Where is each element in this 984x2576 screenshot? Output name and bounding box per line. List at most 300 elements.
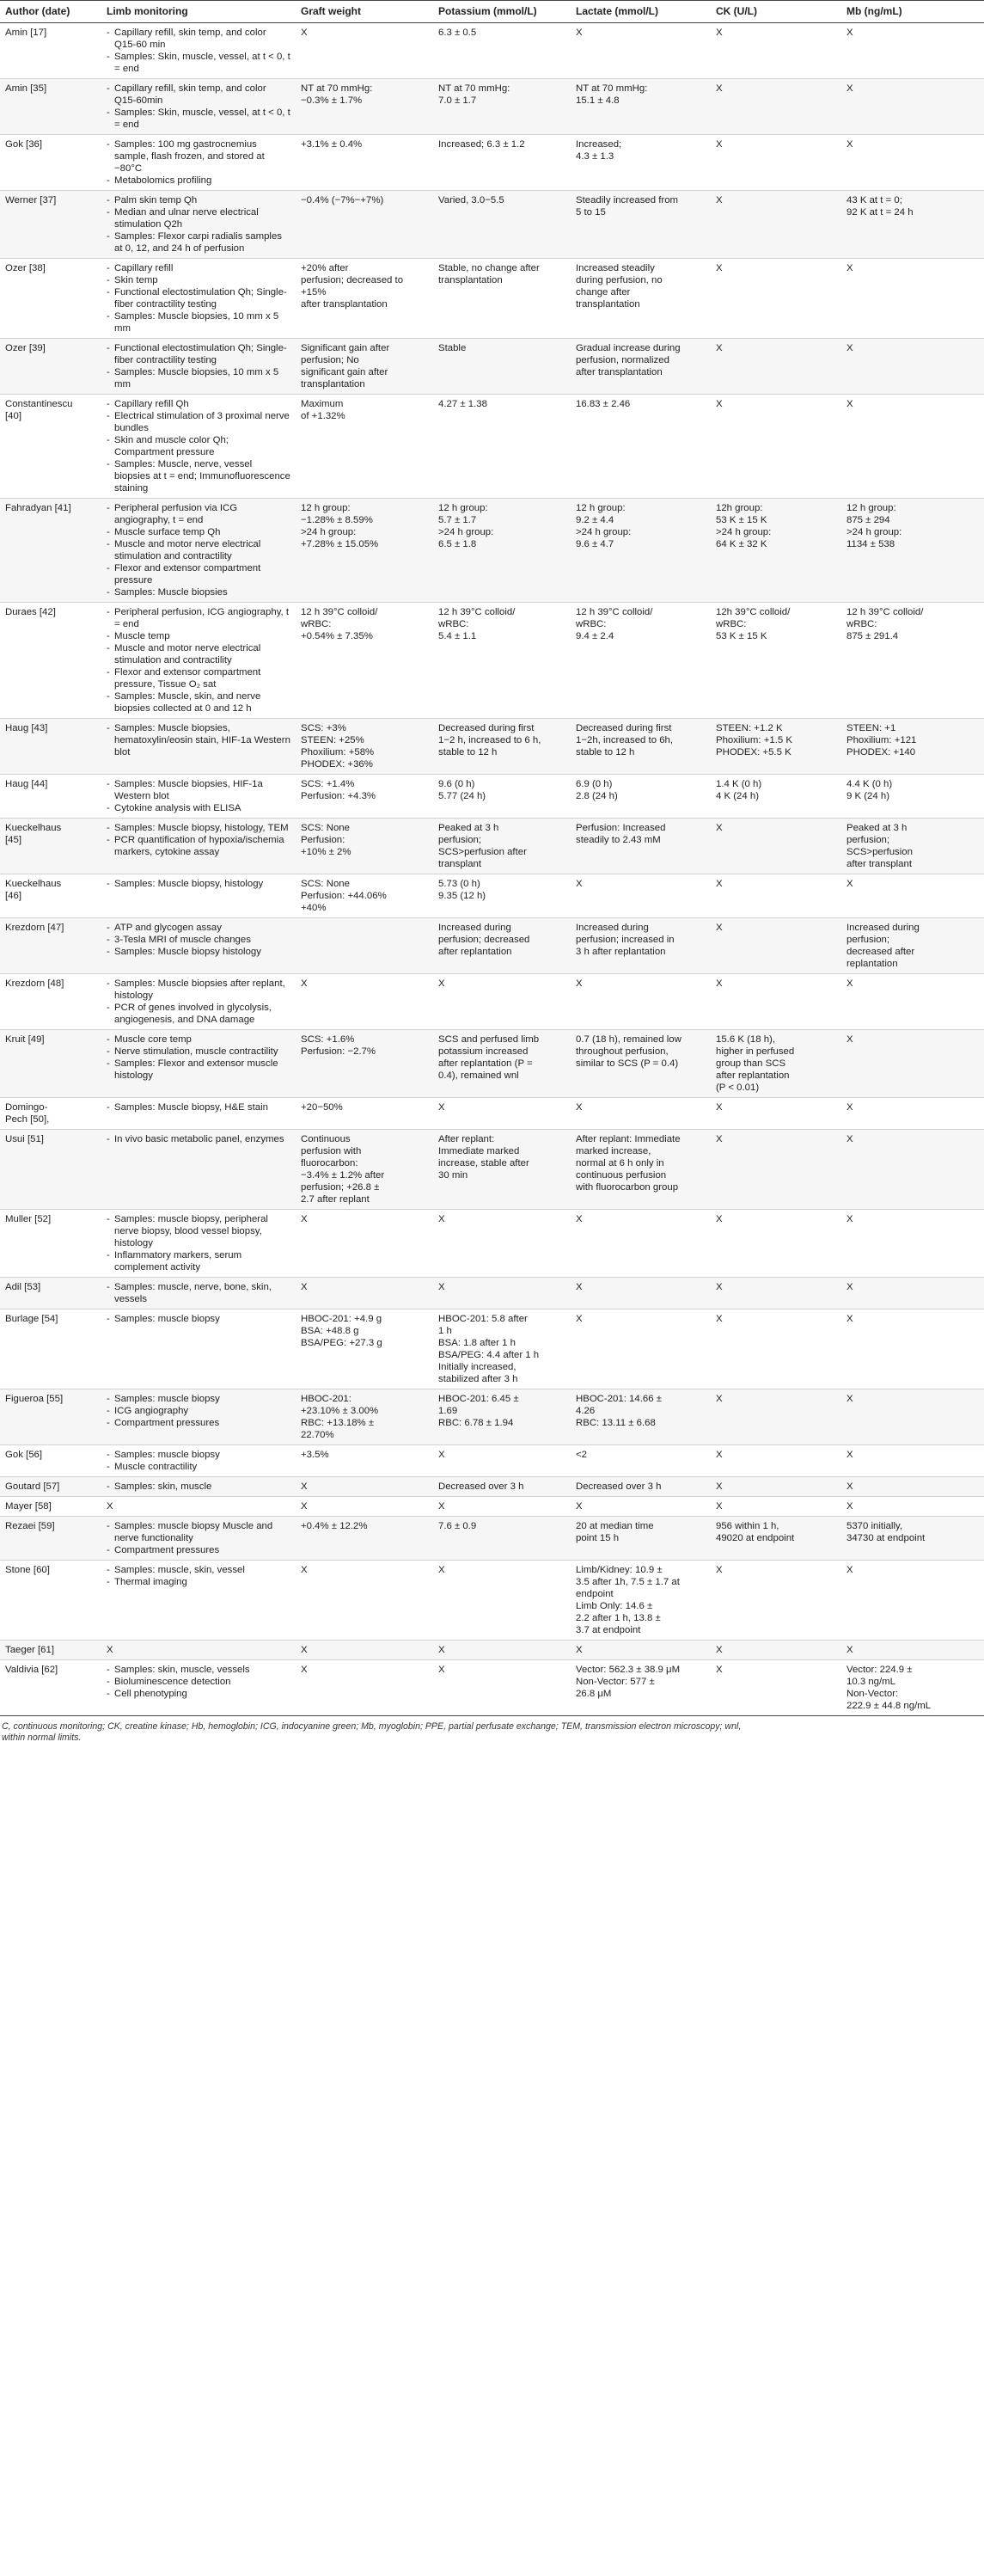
cell-text: Figueroa [55] [5,1394,64,1404]
monitoring-list [107,194,290,255]
cell-text: 6.5 ± 1.8 [438,539,477,549]
cell-potassium [433,79,571,135]
cell-text: transplantation [438,275,503,285]
cell-text: 4 K (24 h) [716,791,760,801]
cell-ck [711,1278,841,1309]
cell-text: Krezdorn [48] [5,978,64,989]
cell-text: X [716,263,723,273]
cell-text: Ozer [38] [5,263,46,273]
cell-graft-weight [296,1517,433,1561]
cell-text: X [576,1214,583,1224]
cell-text: X [576,978,583,989]
cell-text: after replantation [438,947,512,957]
cell-text: X [846,1645,853,1655]
cell-lactate [571,1477,711,1497]
table-row [0,1309,984,1389]
cell-mb [841,135,984,191]
table-row [0,499,984,603]
cell-mb [841,819,984,874]
cell-text: higher in perfused [716,1046,795,1057]
cell-ck [711,339,841,395]
cell-potassium [433,775,571,819]
cell-potassium [433,1561,571,1641]
cell-lactate [571,918,711,974]
cell-graft-weight [296,1641,433,1660]
cell-text: fluorocarbon: [301,1158,358,1168]
monitoring-list [107,1449,290,1473]
cell-graft-weight [296,1561,433,1641]
cell-text: X [301,978,308,989]
table-row [0,719,984,775]
cell-text: 5.7 ± 1.7 [438,515,477,525]
cell-ck [711,819,841,874]
cell-text: 12 h group: [301,503,351,513]
cell-text: SCS: +1.4% [301,779,355,789]
cell-text: 0.4), remained wnl [438,1070,519,1081]
table-row [0,135,984,191]
cell-text: X [846,399,853,409]
cell-mb [841,874,984,918]
cell-graft-weight [296,874,433,918]
cell-text: 16.83 ± 2.46 [576,399,631,409]
cell-text: point 15 h [576,1533,620,1543]
cell-text: with fluorocarbon group [576,1182,679,1193]
cell-text: >24 h group: [301,527,357,537]
cell-text: 875 ± 294 [846,515,890,525]
cell-text: X [846,28,853,38]
table-row [0,1660,984,1716]
cell-text: Krezdorn [47] [5,923,64,933]
cell-lactate [571,259,711,339]
cell-text: 4.3 ± 1.3 [576,151,614,162]
cell-text: 1−2 h, increased to 6 h, [438,735,541,745]
cell-text: perfusion; No [301,355,359,365]
cell-text: Phoxilium: +58% [301,747,375,757]
cell-text: 22.70% [301,1430,334,1440]
cell-text: 4.26 [576,1406,596,1416]
cell-text: Limb Only: 14.6 ± [576,1601,653,1611]
cell-author [0,1030,101,1098]
cell-text: Perfusion: Increased [576,823,666,833]
cell-potassium [433,1130,571,1210]
cell-text: Continuous [301,1134,351,1144]
cell-text: 2.2 after 1 h, 13.8 ± [576,1613,661,1623]
monitoring-item: - Samples: Skin, muscle, vessel, at t < 0, t = end [107,107,290,131]
cell-text: X [301,1214,308,1224]
cell-graft-weight [296,1030,433,1098]
cell-ck [711,1517,841,1561]
cell-text: X [716,1645,723,1655]
cell-ck [711,775,841,819]
cell-potassium [433,339,571,395]
cell-text: X [716,823,723,833]
monitoring-item: - Samples: Muscle biopsies, HIF-1a Western blot [107,778,290,802]
monitoring-item: - Muscle and motor nerve electrical stimulation and contractility [107,538,290,562]
cell-text: perfusion; +26.8 ± [301,1182,380,1193]
cell-potassium [433,719,571,775]
cell-text: 12 h group: [846,503,896,513]
cell-limb-monitoring [101,135,296,191]
cell-graft-weight [296,819,433,874]
cell-author [0,719,101,775]
cell-text: NT at 70 mmHg: [438,83,510,94]
table-row [0,1098,984,1130]
table-header [0,1,984,23]
cell-text: 10.3 ng/mL [846,1677,895,1687]
cell-lactate [571,775,711,819]
cell-text: Vector: 562.3 ± 38.9 μM [576,1665,681,1675]
cell-text: Ozer [39] [5,343,46,353]
cell-text: potassium increased [438,1046,529,1057]
cell-text: <2 [576,1450,587,1460]
cell-author [0,135,101,191]
cell-text: Stable, no change after [438,263,540,273]
cell-text: X [716,1314,723,1324]
table-row [0,1030,984,1098]
cell-text: 1 h [438,1326,452,1336]
cell-text: transplant [438,859,482,869]
cell-graft-weight [296,603,433,719]
cell-ck [711,1030,841,1098]
cell-limb-monitoring [101,1561,296,1641]
cell-potassium [433,1660,571,1716]
monitoring-list [107,262,290,334]
cell-text: Kueckelhaus [5,879,62,889]
cell-text: X [716,1102,723,1113]
cell-author [0,191,101,259]
cell-text: RBC: 13.11 ± 6.68 [576,1418,656,1428]
cell-lactate [571,1660,711,1716]
monitoring-list [107,1033,290,1082]
cell-text: 1.4 K (0 h) [716,779,762,789]
monitoring-list [107,83,290,131]
monitoring-list [107,1393,290,1429]
cell-lactate [571,974,711,1030]
cell-text: SCS>perfusion after [438,847,527,857]
cell-graft-weight [296,1660,433,1716]
cell-graft-weight [296,719,433,775]
table-row [0,395,984,499]
monitoring-list [107,1101,290,1113]
cell-potassium [433,1497,571,1517]
cell-lactate [571,1445,711,1477]
cell-text: after transplantation [301,299,388,310]
cell-text: throughout perfusion, [576,1046,669,1057]
cell-author [0,1660,101,1716]
monitoring-list [107,978,290,1026]
cell-text: Amin [35] [5,83,47,94]
cell-text: Pech [50], [5,1114,50,1125]
cell-limb-monitoring [101,1641,296,1660]
monitoring-item: - Functional electostimulation Qh; Single-fiber contractility testing [107,286,290,310]
table-row [0,1517,984,1561]
cell-text: 26.8 μM [576,1689,612,1699]
cell-text: wRBC: [301,619,332,629]
cell-lactate [571,1030,711,1098]
monitoring-item: - Muscle contractility [107,1461,290,1473]
cell-lactate [571,1278,711,1309]
cell-text: perfusion; [846,935,890,945]
cell-text: X [716,1450,723,1460]
monitoring-list [107,822,290,858]
cell-text: Gok [36] [5,139,43,150]
cell-text: X [716,1134,723,1144]
monitoring-item: - Median and ulnar nerve electrical stimulation Q2h [107,206,290,230]
monitoring-item: - Cell phenotyping [107,1688,290,1700]
cell-ck [711,79,841,135]
cell-text: steadily to 2.43 mM [576,835,661,845]
monitoring-item: - Samples: Muscle biopsies [107,586,290,598]
cell-limb-monitoring [101,339,296,395]
monitoring-list [107,778,290,814]
monitoring-item: - Thermal imaging [107,1576,290,1588]
cell-mb [841,1130,984,1210]
cell-text: similar to SCS (P = 0.4) [576,1058,679,1069]
cell-text: Decreased over 3 h [576,1481,662,1492]
monitoring-item: - Samples: Muscle biopsy, histology [107,878,290,890]
cell-ck [711,499,841,603]
cell-text: Haug [43] [5,723,48,733]
table-row [0,23,984,79]
cell-text: BSA/PEG: +27.3 g [301,1338,382,1348]
cell-limb-monitoring [101,1210,296,1278]
cell-text: Increased during [438,923,511,933]
cell-text: NT at 70 mmHg: [301,83,373,94]
cell-text: X [716,978,723,989]
cell-mb [841,1445,984,1477]
table-row [0,1561,984,1641]
cell-ck [711,1561,841,1641]
cell-text: Perfusion: +4.3% [301,791,376,801]
cell-text: X [716,139,723,150]
cell-text: SCS and perfused limb [438,1034,540,1045]
monitoring-item: - Muscle and motor nerve electrical stimulation and contractility [107,642,290,666]
cell-limb-monitoring [101,499,296,603]
header-potassium: Potassium (mmol/L) [433,1,571,23]
cell-ck [711,1210,841,1278]
footnote-line: within normal limits. [2,1733,82,1743]
cell-text: 9.4 ± 2.4 [576,631,614,641]
cell-text: BSA/PEG: 4.4 after 1 h [438,1350,540,1360]
cell-author [0,918,101,974]
cell-text: continuous perfusion [576,1170,667,1181]
monitoring-list [107,1213,290,1273]
cell-author [0,603,101,719]
cell-text: marked increase, [576,1146,651,1156]
cell-text: X [846,1565,853,1575]
cell-text: Significant gain after [301,343,390,353]
cell-graft-weight [296,775,433,819]
monitoring-list [107,922,290,958]
cell-text: BSA: +48.8 g [301,1326,359,1336]
cell-text: X [107,1501,113,1512]
cell-graft-weight [296,1497,433,1517]
cell-author [0,23,101,79]
monitoring-item: - Samples: Muscle biopsy histology [107,946,290,958]
cell-text: 1134 ± 538 [846,539,895,549]
cell-text: NT at 70 mmHg: [576,83,648,94]
cell-text: 2.8 (24 h) [576,791,618,801]
cell-text: Increased steadily [576,263,655,273]
cell-author [0,1445,101,1477]
cell-text: wRBC: [716,619,747,629]
cell-text: Phoxilium: +121 [846,735,917,745]
table-row [0,1210,984,1278]
cell-mb [841,79,984,135]
cell-potassium [433,1098,571,1130]
table-row [0,819,984,874]
cell-lactate [571,1561,711,1641]
cell-limb-monitoring [101,79,296,135]
cell-text: 9.6 (0 h) [438,779,475,789]
header-lactate: Lactate (mmol/L) [571,1,711,23]
table-row [0,974,984,1030]
cell-text: X [716,1214,723,1224]
cell-graft-weight [296,1445,433,1477]
monitoring-item: - Samples: 100 mg gastrocnemius sample, flash frozen, and stored at −80°C [107,138,290,175]
monitoring-item: - Samples: muscle biopsy Muscle and nerve functionality [107,1520,290,1544]
monitoring-item: - Bioluminescence detection [107,1676,290,1688]
cell-text: perfusion; [846,835,890,845]
cell-ck [711,135,841,191]
monitoring-item: - Samples: Muscle biopsies, hematoxylin/eosin stain, HIF-1a Western blot [107,722,290,758]
cell-text: X [576,28,583,38]
cell-text: After replant: Immediate [576,1134,681,1144]
cell-ck [711,603,841,719]
cell-text: BSA: 1.8 after 1 h [438,1338,516,1348]
cell-limb-monitoring [101,603,296,719]
monitoring-list [107,1520,290,1556]
cell-text: perfusion; decreased to +15% [301,275,404,297]
cell-text: Adil [53] [5,1282,41,1292]
cell-ck [711,259,841,339]
cell-text: (P < 0.01) [716,1083,760,1093]
cell-text: 5.77 (24 h) [438,791,486,801]
cell-text: X [846,978,853,989]
cell-text: stable to 12 h [438,747,498,757]
cell-text: 3.5 after 1h, 7.5 ± 1.7 at [576,1577,680,1587]
table-row [0,1389,984,1445]
monitoring-item: - Samples: muscle, skin, vessel [107,1564,290,1576]
cell-text: 5.4 ± 1.1 [438,631,477,641]
cell-text: X [846,263,853,273]
cell-text: −0.4% (−7%−+7%) [301,195,384,205]
cell-potassium [433,191,571,259]
monitoring-item: - Samples: skin, muscle [107,1481,290,1493]
monitoring-list [107,398,290,494]
cell-text: 222.9 ± 44.8 ng/mL [846,1701,932,1711]
cell-text: X [438,1102,445,1113]
cell-text: >24 h group: [438,527,494,537]
cell-mb [841,918,984,974]
cell-mb [841,1561,984,1641]
cell-text: Domingo- [5,1102,48,1113]
monitoring-item: - Peripheral perfusion via ICG angiography, t = end [107,502,290,526]
cell-text: Stone [60] [5,1565,50,1575]
monitoring-item: - Samples: Muscle, nerve, vessel biopsies at t = end; Immunofluorescence staining [107,458,290,494]
cell-graft-weight [296,259,433,339]
table-row [0,874,984,918]
cell-text: X [107,1645,113,1655]
monitoring-item: - Samples: Muscle biopsy, histology, TEM [107,822,290,834]
cell-text: Muller [52] [5,1214,52,1224]
cell-limb-monitoring [101,918,296,974]
cell-mb [841,339,984,395]
cell-lactate [571,395,711,499]
cell-text: X [846,83,853,94]
cell-author [0,874,101,918]
cell-text: 0.7 (18 h), remained low [576,1034,681,1045]
cell-author [0,775,101,819]
monitoring-item: - Samples: muscle biopsy, peripheral nerve biopsy, blood vessel biopsy, histology [107,1213,290,1249]
monitoring-item: - PCR quantification of hypoxia/ischemia markers, cytokine assay [107,834,290,858]
cell-text: >24 h group: [716,527,772,537]
cell-text: Limb/Kidney: 10.9 ± [576,1565,663,1575]
monitoring-list [107,606,290,715]
cell-author [0,79,101,135]
cell-text: X [716,399,723,409]
cell-text: RBC: +13.18% ± [301,1418,375,1428]
cell-author [0,499,101,603]
cell-text: Non-Vector: [846,1689,899,1699]
cell-graft-weight [296,499,433,603]
cell-potassium [433,1210,571,1278]
cell-text: perfusion, normalized [576,355,669,365]
cell-lactate [571,819,711,874]
cell-ck [711,719,841,775]
cell-text: X [846,1394,853,1404]
cell-text: X [438,1665,445,1675]
monitoring-item: - Muscle temp [107,630,290,642]
monitoring-list [107,1481,290,1493]
cell-author [0,1389,101,1445]
cell-lactate [571,1309,711,1389]
monitoring-list [107,138,290,187]
cell-text: after transplant [846,859,912,869]
cell-text: 12 h 39°C colloid/ [846,607,924,617]
cell-author [0,1210,101,1278]
cell-potassium [433,1517,571,1561]
cell-potassium [433,1278,571,1309]
monitoring-item: - Samples: Flexor and extensor muscle histology [107,1058,290,1082]
cell-text: perfusion; [438,835,482,845]
monitoring-item: - Skin temp [107,274,290,286]
cell-text: Burlage [54] [5,1314,58,1324]
cell-text: X [301,1481,308,1492]
monitoring-item: - Samples: muscle biopsy [107,1313,290,1325]
cell-limb-monitoring [101,775,296,819]
cell-limb-monitoring [101,1517,296,1561]
monitoring-item: - Nerve stimulation, muscle contractility [107,1046,290,1058]
header-graft-weight: Graft weight [296,1,433,23]
cell-text: after replantation (P = [438,1058,533,1069]
cell-text: perfusion; increased in [576,935,675,945]
cell-limb-monitoring [101,1309,296,1389]
cell-graft-weight [296,1477,433,1497]
cell-potassium [433,874,571,918]
cell-text: +3.1% ± 0.4% [301,139,363,150]
cell-author [0,819,101,874]
monitoring-item: - ICG angiography [107,1405,290,1417]
cell-text: 53 K ± 15 K [716,631,767,641]
cell-text: −1.28% ± 8.59% [301,515,373,525]
cell-text: X [438,1282,445,1292]
cell-text: 53 K ± 15 K [716,515,767,525]
monitoring-list [107,27,290,75]
cell-text: 12 h 39°C colloid/ [301,607,378,617]
cell-text: 9.35 (12 h) [438,891,486,901]
cell-text: SCS>perfusion [846,847,913,857]
